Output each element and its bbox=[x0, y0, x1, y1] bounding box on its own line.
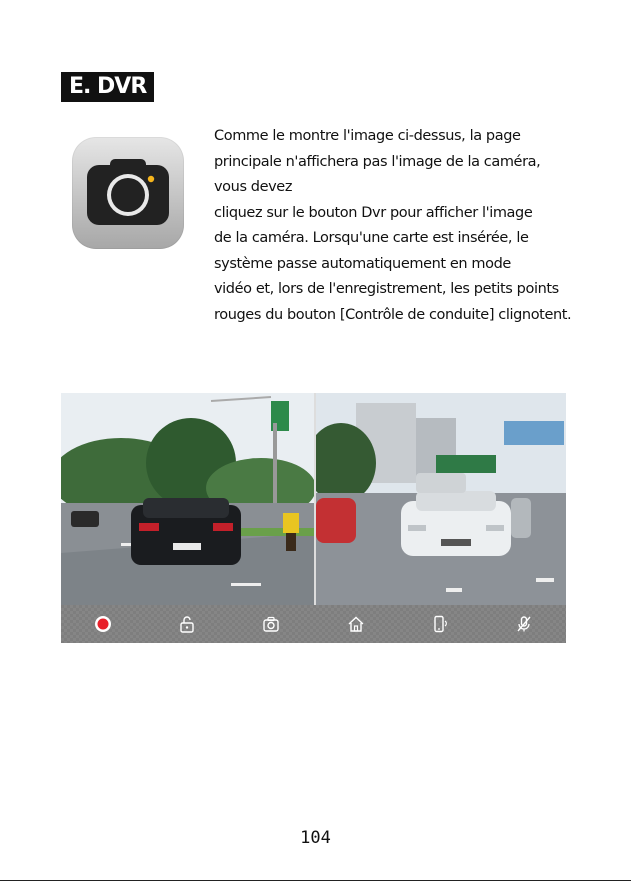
paragraph-line: rouges du bouton [Contrôle de conduite] clignotent. bbox=[214, 306, 572, 323]
bottom-rule bbox=[0, 880, 631, 881]
paragraph-line: système passe automatiquement en mode bbox=[214, 255, 511, 272]
record-button[interactable] bbox=[87, 608, 119, 640]
home-icon bbox=[347, 615, 365, 633]
dvr-screen bbox=[61, 393, 566, 643]
dvr-control-bar bbox=[61, 605, 566, 643]
paragraph-line: principale n'affichera pas l'image de la caméra, bbox=[214, 153, 541, 170]
phone-icon bbox=[431, 615, 449, 633]
snapshot-button[interactable] bbox=[255, 608, 287, 640]
snapshot-camera-icon bbox=[262, 615, 280, 633]
paragraph-line: vidéo et, lors de l'enregistrement, les petits points bbox=[214, 281, 559, 297]
mic-mute-button[interactable] bbox=[508, 608, 540, 640]
front-camera-view bbox=[314, 393, 566, 605]
record-icon bbox=[94, 615, 112, 633]
page-number: 104 bbox=[300, 828, 331, 848]
instruction-paragraph bbox=[214, 124, 574, 328]
paragraph-line: Comme le montre l'image ci-dessus, la page bbox=[214, 128, 521, 144]
paragraph-line: de la caméra. Lorsqu'une carte est insérée, le bbox=[214, 230, 529, 246]
camera-app-icon bbox=[72, 137, 184, 249]
mic-mute-icon bbox=[515, 615, 533, 633]
unlock-icon bbox=[178, 615, 196, 633]
rear-camera-view bbox=[61, 393, 314, 605]
section-title: E. DVR bbox=[61, 72, 154, 102]
phone-button[interactable] bbox=[424, 608, 456, 640]
paragraph-line: cliquez sur le bouton Dvr pour afficher l'image bbox=[214, 204, 533, 221]
home-button[interactable] bbox=[340, 608, 372, 640]
paragraph-line: vous devez bbox=[214, 179, 293, 195]
lock-file-button[interactable] bbox=[171, 608, 203, 640]
